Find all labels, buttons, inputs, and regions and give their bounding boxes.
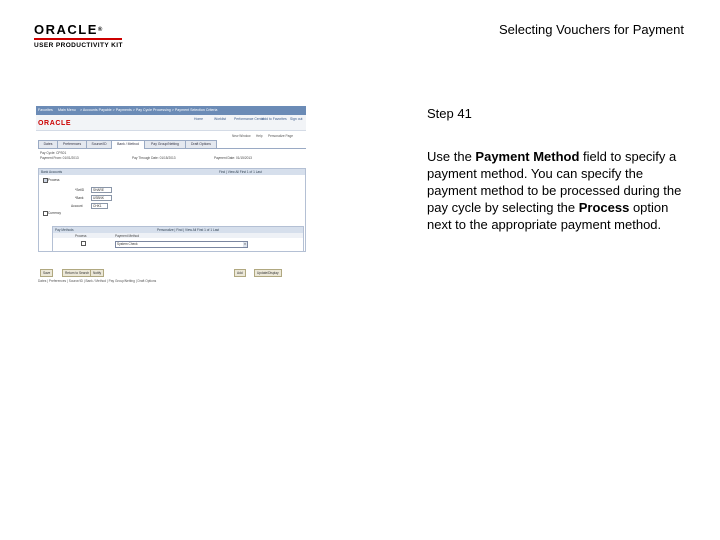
info-pay-through: Pay Through Date: 01/15/2013 [132,156,176,160]
app-brand-row [36,115,306,131]
update-display-button[interactable]: Update/Display [254,269,282,277]
col-process: Process [75,234,87,238]
save-button[interactable]: Save [40,269,53,277]
pay-methods-title: Pay Methods [55,228,74,232]
account-label: Account [71,204,83,208]
pay-methods-grid [52,226,304,252]
instruction-part: field to specify a payment method. You can specify the payment method to be processed during the pay cycle by selecting the [427,149,682,215]
row-process-checkbox[interactable] [81,241,86,246]
page-title: Selecting Vouchers for Payment [499,22,684,37]
return-to-search-button[interactable]: Return to Search [62,269,92,277]
table-row [53,239,303,249]
logo-registered: ® [97,27,104,33]
bank-label: *Bank [75,196,84,200]
bank-accounts-nav[interactable]: Find | View All First 1 of 1 Last [219,170,262,174]
col-payment-method: Payment Method [115,234,140,238]
instruction-part: Use the [427,149,476,164]
currency-label: Currency [48,211,61,215]
process-label: Process [48,178,60,182]
setid-label: *SetID [75,188,85,192]
subnav-personalize[interactable]: Personalize Page [268,134,293,138]
info-payment-date: Payment Date: 01/15/2013 [214,156,252,160]
app-brand-logo: ORACLE [38,120,72,127]
tab-bank-method[interactable]: Bank / Method [111,140,145,149]
logo-red-bar [34,38,122,40]
bank-accounts-title: Bank Accounts [41,170,63,174]
step-label: Step 41 [427,106,472,121]
nav-performance-center[interactable]: Performance Center [234,117,265,121]
setid-field[interactable]: SHARE [91,187,112,193]
add-button[interactable]: Add [234,269,246,277]
pay-methods-nav[interactable]: Personalize | Find | View All First 1 of 1 Last [157,228,220,232]
nav-sign-out[interactable]: Sign out [290,117,303,121]
payment-method-select[interactable] [115,241,248,248]
tab-draft-options[interactable]: Draft Options [185,140,217,148]
tab-preferences[interactable]: Preferences [57,140,87,148]
app-topbar [36,106,306,115]
tab-pay-group-netting[interactable]: Pay Group/Netting [144,140,186,148]
nav-worklist[interactable]: Worklist [214,117,226,121]
account-field[interactable]: CHK1 [91,203,108,209]
footer-tab-links[interactable]: Dates | Preferences | Source/ID | Bank / Method | Pay Group/Netting | Draft Options [38,279,157,283]
payment-method-value: System Check [117,242,138,246]
tab-dates[interactable]: Dates [38,140,58,148]
instruction-bold-payment-method: Payment Method [475,149,580,164]
bank-field[interactable]: USBNK [91,195,112,201]
instruction-text [427,148,689,233]
notify-button[interactable]: Notify [90,269,104,277]
instruction-part: option next to the appropriate payment method. [427,200,669,232]
nav-add-favorites[interactable]: Add to Favorites [262,117,287,121]
logo-product: USER PRODUCTIVITY KIT [34,42,123,49]
bank-accounts-header [39,169,305,175]
info-pay-cycle: Pay Cycle: CPS01 [40,151,67,155]
subnav-help[interactable]: Help [256,134,263,138]
topbar-main-menu[interactable]: Main Menu [58,108,76,112]
chevron-down-icon[interactable]: ▾ [244,242,246,246]
topbar-breadcrumb[interactable]: > Accounts Payable > Payments > Pay Cycle Processing > Payment Selection Criteria [80,108,218,112]
topbar-favorites[interactable]: Favorites [38,108,53,112]
nav-home[interactable]: Home [194,117,204,121]
application-screenshot [36,106,306,288]
logo-brand: ORACLE [34,22,98,37]
tab-source-id[interactable]: Source/ID [86,140,112,148]
subnav-new-window[interactable]: New Window [232,134,251,138]
info-payment-from: Payment From: 01/01/2013 [40,156,79,160]
oracle-upk-logo [34,24,124,50]
app-tabs [38,140,306,149]
instruction-bold-process: Process [578,200,630,215]
pay-methods-columns [53,233,303,238]
